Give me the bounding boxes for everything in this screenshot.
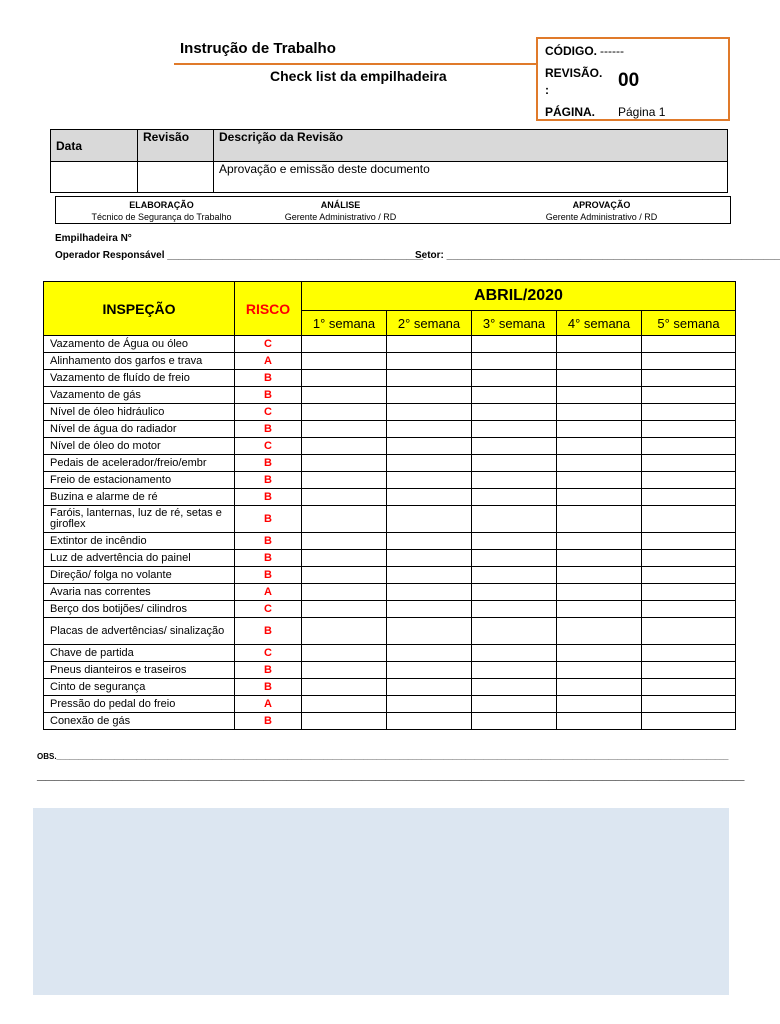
week-check-cell[interactable]: [387, 336, 472, 353]
revision-cell-descricao: Aprovação e emissão deste documento: [214, 162, 728, 193]
inspection-item-label: Vazamento de fluído de freio: [44, 370, 235, 387]
risk-level: B: [235, 533, 302, 550]
week-check-cell[interactable]: [557, 438, 642, 455]
week-check-cell[interactable]: [302, 645, 387, 662]
week-check-cell[interactable]: [557, 601, 642, 618]
inspection-item-label: Direção/ folga no volante: [44, 567, 235, 584]
week-check-cell[interactable]: [387, 567, 472, 584]
inspection-item-label: Placas de advertências/ sinalização: [44, 618, 235, 645]
checklist-row: [44, 438, 736, 455]
revision-cell-revisao: [138, 162, 214, 193]
week-check-cell[interactable]: [302, 489, 387, 506]
checklist-row: [44, 567, 736, 584]
approval-aprovacao: [489, 199, 714, 223]
week-check-cell[interactable]: [387, 421, 472, 438]
week-check-cell[interactable]: [387, 550, 472, 567]
week-check-cell[interactable]: [387, 404, 472, 421]
week-check-cell[interactable]: [387, 601, 472, 618]
week-check-cell[interactable]: [557, 618, 642, 645]
week-check-cell[interactable]: [472, 472, 557, 489]
week-check-cell[interactable]: [642, 472, 736, 489]
week-check-cell[interactable]: [387, 387, 472, 404]
approval-name: Técnico de Segurança do Trabalho: [91, 212, 232, 222]
week-check-cell[interactable]: [557, 584, 642, 601]
checklist-row: [44, 662, 736, 679]
week-check-cell[interactable]: [302, 438, 387, 455]
week-check-cell[interactable]: [642, 533, 736, 550]
checklist-row: [44, 387, 736, 404]
risk-level: B: [235, 489, 302, 506]
week-check-cell[interactable]: [302, 713, 387, 730]
risk-level: A: [235, 353, 302, 370]
week-check-cell[interactable]: [472, 696, 557, 713]
week-check-cell[interactable]: [557, 506, 642, 533]
week-check-cell[interactable]: [557, 567, 642, 584]
week-check-cell[interactable]: [642, 455, 736, 472]
week-check-cell[interactable]: [302, 601, 387, 618]
week-check-cell[interactable]: [642, 387, 736, 404]
week-check-cell[interactable]: [557, 533, 642, 550]
week-check-cell[interactable]: [387, 696, 472, 713]
week-check-cell[interactable]: [642, 404, 736, 421]
risk-level: B: [235, 567, 302, 584]
revisao-value: 00: [618, 70, 640, 91]
risk-level: C: [235, 645, 302, 662]
revision-header-descricao: Descrição da Revisão: [214, 130, 728, 162]
week-check-cell[interactable]: [557, 472, 642, 489]
week-check-cell[interactable]: [642, 550, 736, 567]
inspection-item-label: Faróis, lanternas, luz de ré, setas e giroflex: [44, 506, 235, 533]
document-code-box: [536, 37, 730, 121]
week-check-cell[interactable]: [387, 489, 472, 506]
week-check-cell[interactable]: [472, 662, 557, 679]
week-check-cell[interactable]: [642, 489, 736, 506]
approval-block: [55, 196, 731, 224]
risk-level: B: [235, 618, 302, 645]
week-check-cell[interactable]: [472, 645, 557, 662]
checklist-row: [44, 404, 736, 421]
week-check-cell[interactable]: [387, 438, 472, 455]
week-check-cell[interactable]: [557, 550, 642, 567]
risk-level: B: [235, 662, 302, 679]
risk-level: B: [235, 679, 302, 696]
week-check-cell[interactable]: [642, 336, 736, 353]
week-check-cell[interactable]: [642, 567, 736, 584]
checklist-row: [44, 370, 736, 387]
week-check-cell[interactable]: [472, 567, 557, 584]
checklist-row: [44, 533, 736, 550]
risk-level: B: [235, 387, 302, 404]
week-check-cell[interactable]: [387, 662, 472, 679]
revision-table: [50, 129, 728, 193]
week-check-cell[interactable]: [557, 421, 642, 438]
week-check-cell[interactable]: [642, 645, 736, 662]
month-header: ABRIL/2020: [302, 282, 736, 311]
checklist-row: [44, 353, 736, 370]
week-check-cell[interactable]: [302, 506, 387, 533]
week-check-cell[interactable]: [302, 662, 387, 679]
week-check-cell[interactable]: [302, 387, 387, 404]
risk-level: B: [235, 472, 302, 489]
week-check-cell[interactable]: [302, 533, 387, 550]
week-header: 1° semana: [302, 311, 387, 336]
approval-title: ELABORAÇÃO: [129, 200, 194, 210]
inspection-item-label: Buzina e alarme de ré: [44, 489, 235, 506]
risk-level: C: [235, 404, 302, 421]
inspection-item-label: Pneus dianteiros e traseiros: [44, 662, 235, 679]
week-check-cell[interactable]: [302, 550, 387, 567]
revision-header-data: Data: [51, 130, 138, 162]
week-check-cell[interactable]: [302, 679, 387, 696]
checklist-row: [44, 696, 736, 713]
checklist-row: [44, 679, 736, 696]
week-check-cell[interactable]: [472, 679, 557, 696]
approval-analise: [228, 199, 453, 223]
week-check-cell[interactable]: [557, 645, 642, 662]
checklist-row: [44, 550, 736, 567]
pagina-label: PÁGINA.: [545, 105, 596, 119]
risk-level: B: [235, 713, 302, 730]
week-check-cell[interactable]: [387, 370, 472, 387]
checklist-row: [44, 645, 736, 662]
week-check-cell[interactable]: [387, 679, 472, 696]
inspection-item-label: Cinto de segurança: [44, 679, 235, 696]
week-check-cell[interactable]: [642, 696, 736, 713]
week-header: 3° semana: [472, 311, 557, 336]
week-check-cell[interactable]: [642, 679, 736, 696]
blank-panel: [33, 808, 729, 995]
week-header: 5° semana: [642, 311, 736, 336]
week-check-cell[interactable]: [387, 618, 472, 645]
inspection-item-label: Nível de água do radiador: [44, 421, 235, 438]
week-check-cell[interactable]: [302, 472, 387, 489]
week-check-cell[interactable]: [472, 533, 557, 550]
week-check-cell[interactable]: [472, 353, 557, 370]
week-check-cell[interactable]: [302, 567, 387, 584]
week-check-cell[interactable]: [472, 370, 557, 387]
week-check-cell[interactable]: [642, 438, 736, 455]
revision-cell-data: [51, 162, 138, 193]
week-check-cell[interactable]: [472, 550, 557, 567]
week-check-cell[interactable]: [387, 472, 472, 489]
checklist-row: [44, 713, 736, 730]
inspection-item-label: Berço dos botijões/ cilindros: [44, 601, 235, 618]
inspection-checklist-table: [43, 281, 736, 730]
risk-level: B: [235, 421, 302, 438]
inspection-item-label: Nível de óleo do motor: [44, 438, 235, 455]
week-check-cell[interactable]: [557, 696, 642, 713]
week-check-cell[interactable]: [387, 455, 472, 472]
week-check-cell[interactable]: [302, 696, 387, 713]
week-check-cell[interactable]: [302, 370, 387, 387]
setor-field: Setor: ____________________________________________________________: [415, 250, 780, 261]
week-check-cell[interactable]: [472, 489, 557, 506]
obs-line: OBS._______________________________________________________________________________________________________________________________________________________: [37, 752, 729, 761]
week-check-cell[interactable]: [557, 679, 642, 696]
inspection-item-label: Luz de advertência do painel: [44, 550, 235, 567]
approval-title: APROVAÇÃO: [572, 200, 631, 210]
inspection-item-label: Pedais de acelerador/freio/embr: [44, 455, 235, 472]
week-check-cell[interactable]: [472, 336, 557, 353]
week-check-cell[interactable]: [472, 601, 557, 618]
codigo-label: CÓDIGO.: [545, 44, 598, 58]
week-check-cell[interactable]: [642, 601, 736, 618]
week-check-cell[interactable]: [472, 618, 557, 645]
inspection-item-label: Chave de partida: [44, 645, 235, 662]
checklist-row: [44, 584, 736, 601]
risk-level: B: [235, 370, 302, 387]
week-check-cell[interactable]: [472, 506, 557, 533]
week-check-cell[interactable]: [642, 713, 736, 730]
checklist-row: [44, 506, 736, 533]
inspection-item-label: Freio de estacionamento: [44, 472, 235, 489]
week-header: 4° semana: [557, 311, 642, 336]
week-check-cell[interactable]: [642, 353, 736, 370]
week-check-cell[interactable]: [642, 370, 736, 387]
pagina-value: Página 1: [618, 105, 666, 119]
column-header-risco: RISCO: [235, 282, 302, 336]
approval-name: Gerente Administrativo / RD: [545, 212, 658, 222]
week-check-cell[interactable]: [302, 455, 387, 472]
risk-level: C: [235, 336, 302, 353]
checklist-row: [44, 489, 736, 506]
column-header-inspecao: INSPEÇÃO: [44, 282, 235, 336]
week-check-cell[interactable]: [472, 713, 557, 730]
week-check-cell[interactable]: [557, 353, 642, 370]
inspection-item-label: Vazamento de gás: [44, 387, 235, 404]
checklist-row: [44, 472, 736, 489]
risk-level: C: [235, 601, 302, 618]
revision-header-revisao: Revisão: [138, 130, 214, 162]
codigo-value: ------: [600, 44, 624, 58]
week-check-cell[interactable]: [557, 387, 642, 404]
week-check-cell[interactable]: [557, 336, 642, 353]
checklist-row: [44, 618, 736, 645]
checklist-row: [44, 455, 736, 472]
week-check-cell[interactable]: [387, 353, 472, 370]
week-check-cell[interactable]: [472, 404, 557, 421]
week-check-cell[interactable]: [557, 489, 642, 506]
risk-level: A: [235, 584, 302, 601]
week-check-cell[interactable]: [557, 404, 642, 421]
week-check-cell[interactable]: [302, 421, 387, 438]
checklist-row: [44, 336, 736, 353]
approval-name: Gerente Administrativo / RD: [284, 212, 397, 222]
week-check-cell[interactable]: [472, 584, 557, 601]
week-check-cell[interactable]: [472, 421, 557, 438]
risk-level: A: [235, 696, 302, 713]
inspection-item-label: Nível de óleo hidráulico: [44, 404, 235, 421]
week-check-cell[interactable]: [557, 370, 642, 387]
risk-level: B: [235, 550, 302, 567]
week-check-cell[interactable]: [387, 645, 472, 662]
empilhadeira-number-field: Empilhadeira N°: [55, 233, 132, 244]
week-header: 2° semana: [387, 311, 472, 336]
week-check-cell[interactable]: [302, 584, 387, 601]
week-check-cell[interactable]: [642, 506, 736, 533]
risk-level: B: [235, 455, 302, 472]
week-check-cell[interactable]: [387, 713, 472, 730]
week-check-cell[interactable]: [642, 584, 736, 601]
approval-title: ANÁLISE: [320, 200, 361, 210]
week-check-cell[interactable]: [472, 455, 557, 472]
week-check-cell[interactable]: [557, 713, 642, 730]
week-check-cell[interactable]: [642, 618, 736, 645]
document-subtitle: Check list da empilhadeira: [270, 68, 447, 84]
week-check-cell[interactable]: [302, 353, 387, 370]
checklist-row: [44, 601, 736, 618]
week-check-cell[interactable]: [387, 584, 472, 601]
inspection-item-label: Extintor de incêndio: [44, 533, 235, 550]
revisao-label: REVISÃO.: [545, 66, 603, 80]
document-title: Instrução de Trabalho: [180, 40, 336, 57]
week-check-cell[interactable]: [302, 404, 387, 421]
inspection-item-label: Alinhamento dos garfos e trava: [44, 353, 235, 370]
checklist-row: [44, 421, 736, 438]
revisao-colon: :: [545, 83, 549, 97]
week-check-cell[interactable]: [642, 662, 736, 679]
week-check-cell[interactable]: [472, 387, 557, 404]
inspection-item-label: Conexão de gás: [44, 713, 235, 730]
week-check-cell[interactable]: [472, 438, 557, 455]
operador-field: Operador Responsável ______________________________________________: [55, 250, 424, 261]
title-divider: [174, 63, 538, 65]
risk-level: B: [235, 506, 302, 533]
week-check-cell[interactable]: [302, 618, 387, 645]
risk-level: C: [235, 438, 302, 455]
week-check-cell[interactable]: [387, 506, 472, 533]
inspection-item-label: Vazamento de Água ou óleo: [44, 336, 235, 353]
week-check-cell[interactable]: [387, 533, 472, 550]
inspection-item-label: Avaria nas correntes: [44, 584, 235, 601]
week-check-cell[interactable]: [302, 336, 387, 353]
week-check-cell[interactable]: [557, 455, 642, 472]
week-check-cell[interactable]: [642, 421, 736, 438]
week-check-cell[interactable]: [557, 662, 642, 679]
obs-line: _______________________________________________________________________________________________________________________________________________________________: [37, 772, 745, 781]
inspection-item-label: Pressão do pedal do freio: [44, 696, 235, 713]
